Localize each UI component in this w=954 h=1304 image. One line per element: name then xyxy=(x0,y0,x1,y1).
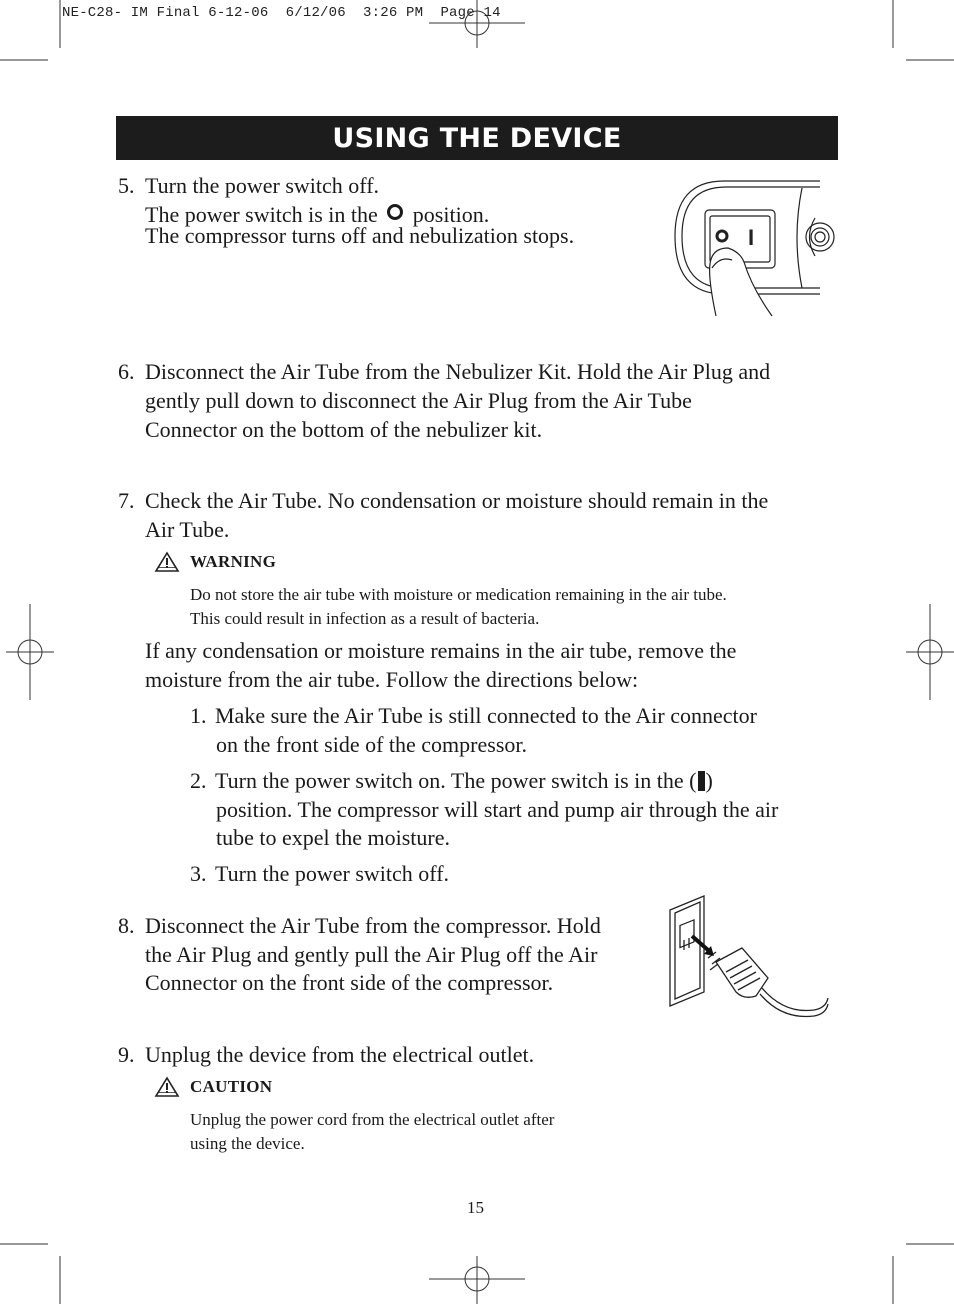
switch-on-mark: I xyxy=(748,225,755,250)
step-8-number: 8. xyxy=(118,913,135,938)
warning-text-line-1: Do not store the air tube with moisture or medication remaining in the air tube. xyxy=(190,585,727,604)
step-6-line-3: Connector on the bottom of the nebulizer kit. xyxy=(145,417,543,442)
step-7-followup-line-2: moisture from the air tube. Follow the directions below: xyxy=(145,667,639,692)
warning-triangle-icon xyxy=(155,552,179,572)
substep-2-line-1-pre: Turn the power switch on. The power switch is in the ( xyxy=(215,768,697,793)
step-5-line-2-post: position. xyxy=(412,202,490,227)
step-7-followup-line-1: If any condensation or moisture remains in the air tube, remove the xyxy=(145,638,737,663)
section-title: USING THE DEVICE xyxy=(332,122,622,154)
step-7-number: 7. xyxy=(118,488,135,513)
step-6-line-2: gently pull down to disconnect the Air Plug from the Air Tube xyxy=(145,388,692,413)
substep-1-line-2: on the front side of the compressor. xyxy=(216,732,527,757)
caution-text-line-1: Unplug the power cord from the electrical outlet after xyxy=(190,1110,555,1129)
step-9-number: 9. xyxy=(118,1042,135,1067)
step-5-line-3: The compressor turns off and nebulization stops. xyxy=(145,223,575,248)
substep-2-line-1 xyxy=(215,767,713,796)
step-5-number: 5. xyxy=(118,173,135,198)
substep-1-line-1: Make sure the Air Tube is still connected to the Air connector xyxy=(215,703,757,728)
step-8-line-2: the Air Plug and gently pull the Air Plug off the Air xyxy=(145,942,598,967)
step-9-line: Unplug the device from the electrical outlet. xyxy=(145,1042,535,1067)
warning-text-line-2: This could result in infection as a result of bacteria. xyxy=(190,609,540,628)
outlet-unplug-illustration-icon xyxy=(664,892,830,1018)
substep-2-line-1-post: ) xyxy=(705,768,713,793)
substep-1-number: 1. xyxy=(190,703,207,728)
substep-2-line-3: tube to expel the moisture. xyxy=(216,825,450,850)
caution-text-line-2: using the device. xyxy=(190,1134,305,1153)
caution-triangle-icon xyxy=(155,1077,179,1097)
switch-on-symbol-icon xyxy=(698,771,705,791)
switch-off-symbol-icon xyxy=(387,204,403,220)
warning-label: WARNING xyxy=(190,552,277,571)
step-5-line-1: Turn the power switch off. xyxy=(145,173,380,198)
substep-3-line-1: Turn the power switch off. xyxy=(215,861,450,886)
step-7-line-1: Check the Air Tube. No condensation or moisture should remain in the xyxy=(145,488,769,513)
step-6-number: 6. xyxy=(118,359,135,384)
step-8-line-3: Connector on the front side of the compressor. xyxy=(145,970,554,995)
print-slug: NE-C28- IM Final 6-12-06 6/12/06 3:26 PM Page 14 xyxy=(62,5,501,21)
step-7-line-2: Air Tube. xyxy=(145,517,230,542)
substep-3-number: 3. xyxy=(190,861,207,886)
page-number: 15 xyxy=(467,1198,484,1217)
substep-2-line-2: position. The compressor will start and pump air through the air xyxy=(216,797,779,822)
step-5-line-2-pre: The power switch is in the xyxy=(145,202,378,227)
power-switch-illustration-icon xyxy=(672,178,824,318)
step-8-line-1: Disconnect the Air Tube from the compressor. Hold xyxy=(145,913,601,938)
step-6-line-1: Disconnect the Air Tube from the Nebulizer Kit. Hold the Air Plug and xyxy=(145,359,771,384)
caution-label: CAUTION xyxy=(190,1077,273,1096)
substep-2-number: 2. xyxy=(190,768,207,793)
section-title-bar xyxy=(116,116,838,160)
